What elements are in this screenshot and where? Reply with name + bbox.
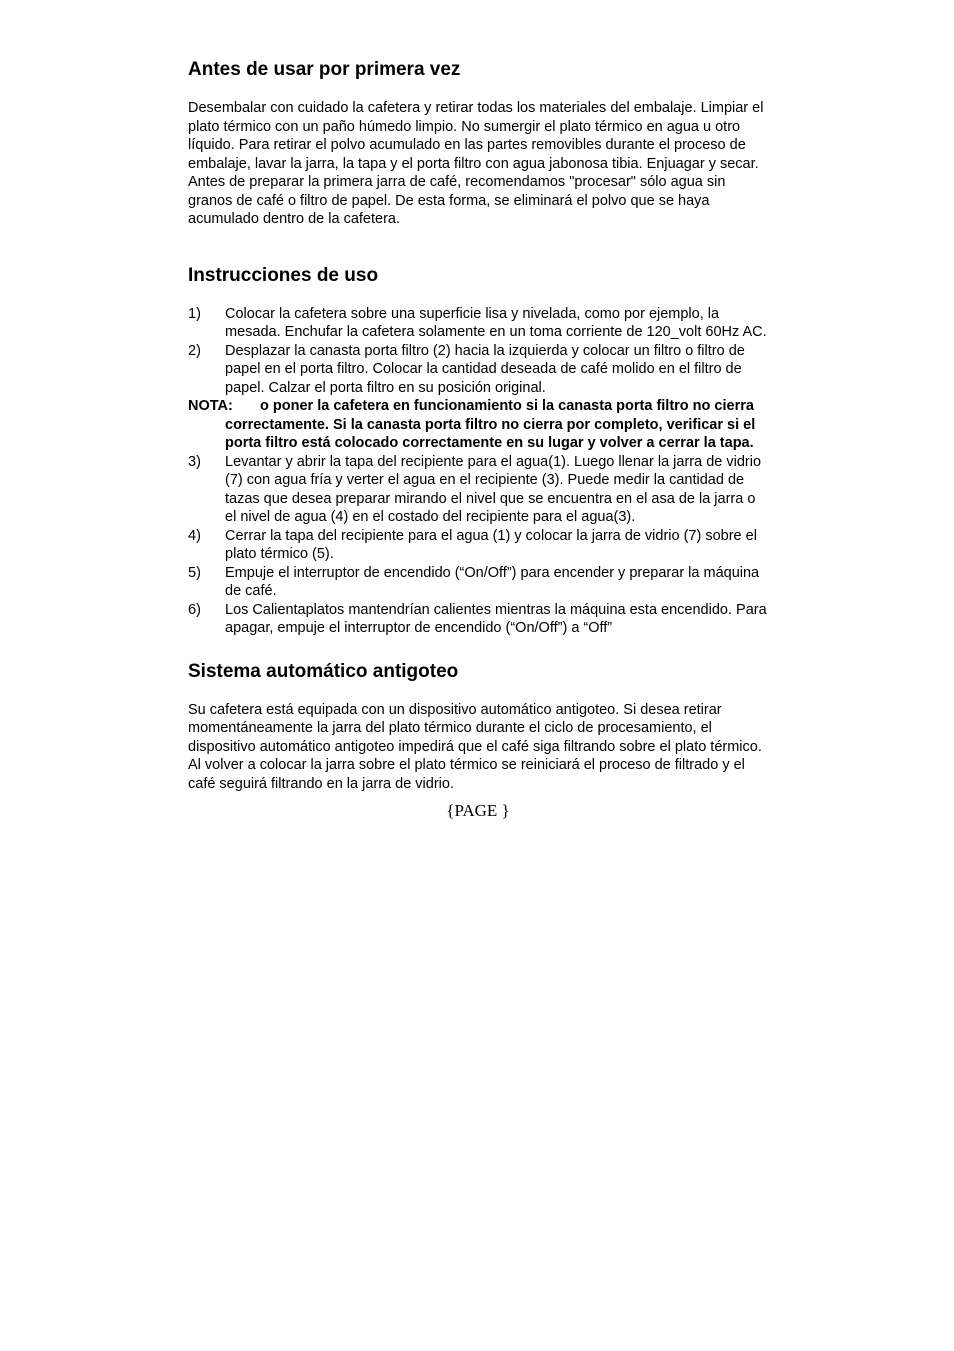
list-item <box>188 305 768 342</box>
list-item <box>188 601 768 638</box>
step-number: 6) <box>188 601 201 618</box>
section-body-sistema: Su cafetera está equipada con un dispositivo automático antigoteo. Si desea retirar momentáneamente la jarra del plato térmico durante el ciclo de procesamiento, el dispositivo automático antigoteo impedirá que el café siga filtrando sobre el plato térmico. Al volver a colocar la jarra sobre el plato térmico se reiniciará el proceso de filtrado y el café seguirá filtrando en la jarra de vidrio. <box>188 701 762 792</box>
instructions-list <box>188 305 768 638</box>
step-number: 3) <box>188 453 201 470</box>
section-title-antes: Antes de usar por primera vez <box>188 59 461 80</box>
step-number: 2) <box>188 342 201 359</box>
step-text: Cerrar la tapa del recipiente para el agua (1) y colocar la jarra de vidrio (7) sobre el plato térmico (5). <box>225 527 757 562</box>
nota-note <box>188 397 768 453</box>
step-number: 4) <box>188 527 201 544</box>
document-page <box>188 58 768 821</box>
step-number: 5) <box>188 564 201 581</box>
list-item <box>188 342 768 398</box>
nota-label: NOTA: <box>188 398 233 414</box>
section-title-instrucciones: Instrucciones de uso <box>188 264 379 286</box>
section-body-antes: Desembalar con cuidado la cafetera y retirar todas los materiales del embalaje. Limpiar el plato térmico con un paño húmedo limpio. No sumergir el plato térmico en agua u otro líquido. Para retirar el polvo acumulado en las partes removibles durante el proceso de embalaje, lavar la jarra, la tapa y el porta filtro con agua jabonosa tibia. Enjuagar y secar. Antes de preparar la primera jarra de café, recomendamos "procesar" sólo agua sin granos de café o filtro de papel. De esta forma, se eliminará el polvo que se haya acumulado dentro de la cafetera. <box>188 100 764 227</box>
step-text: Los Calientaplatos mantendrían calientes mientras la máquina esta encendido. Para apagar, empuje el interruptor de encendido (“On/Off”) a “Off” <box>225 601 767 636</box>
step-text: Levantar y abrir la tapa del recipiente para el agua(1). Luego llenar la jarra de vidrio (7) con agua fría y verter el agua en el recipiente (3). Puede medir la cantidad de tazas que desea preparar mirando el nivel que se encuentra en el asa de la jarra o el nivel de agua (4) en el costado del recipiente para el agua(3). <box>225 453 762 525</box>
list-item <box>188 453 768 527</box>
step-text: Colocar la cafetera sobre una superficie lisa y nivelada, como por ejemplo, la mesada. Enchufar la cafetera solamente en un toma corriente de 120_volt 60Hz AC. <box>225 305 767 340</box>
step-text: Empuje el interruptor de encendido (“On/Off”) para encender y preparar la máquina de café. <box>225 564 760 599</box>
step-text: Desplazar la canasta porta filtro (2) hacia la izquierda y colocar un filtro o filtro de papel en el porta filtro. Colocar la cantidad deseada de café molido en el filtro de papel. Calzar el porta filtro en su posición original. <box>225 342 745 396</box>
page-number-field: {PAGE } <box>446 801 510 820</box>
list-item <box>188 527 768 564</box>
section-title-sistema: Sistema automático antigoteo <box>188 660 459 682</box>
step-number: 1) <box>188 305 201 322</box>
list-item <box>188 564 768 601</box>
nota-text: o poner la cafetera en funcionamiento si la canasta porta filtro no cierra correctamente. Si la canasta porta filtro no cierra por completo, verificar si el porta filtro está colocado correctamente en su lugar y volver a cerrar la tapa. <box>225 398 756 451</box>
